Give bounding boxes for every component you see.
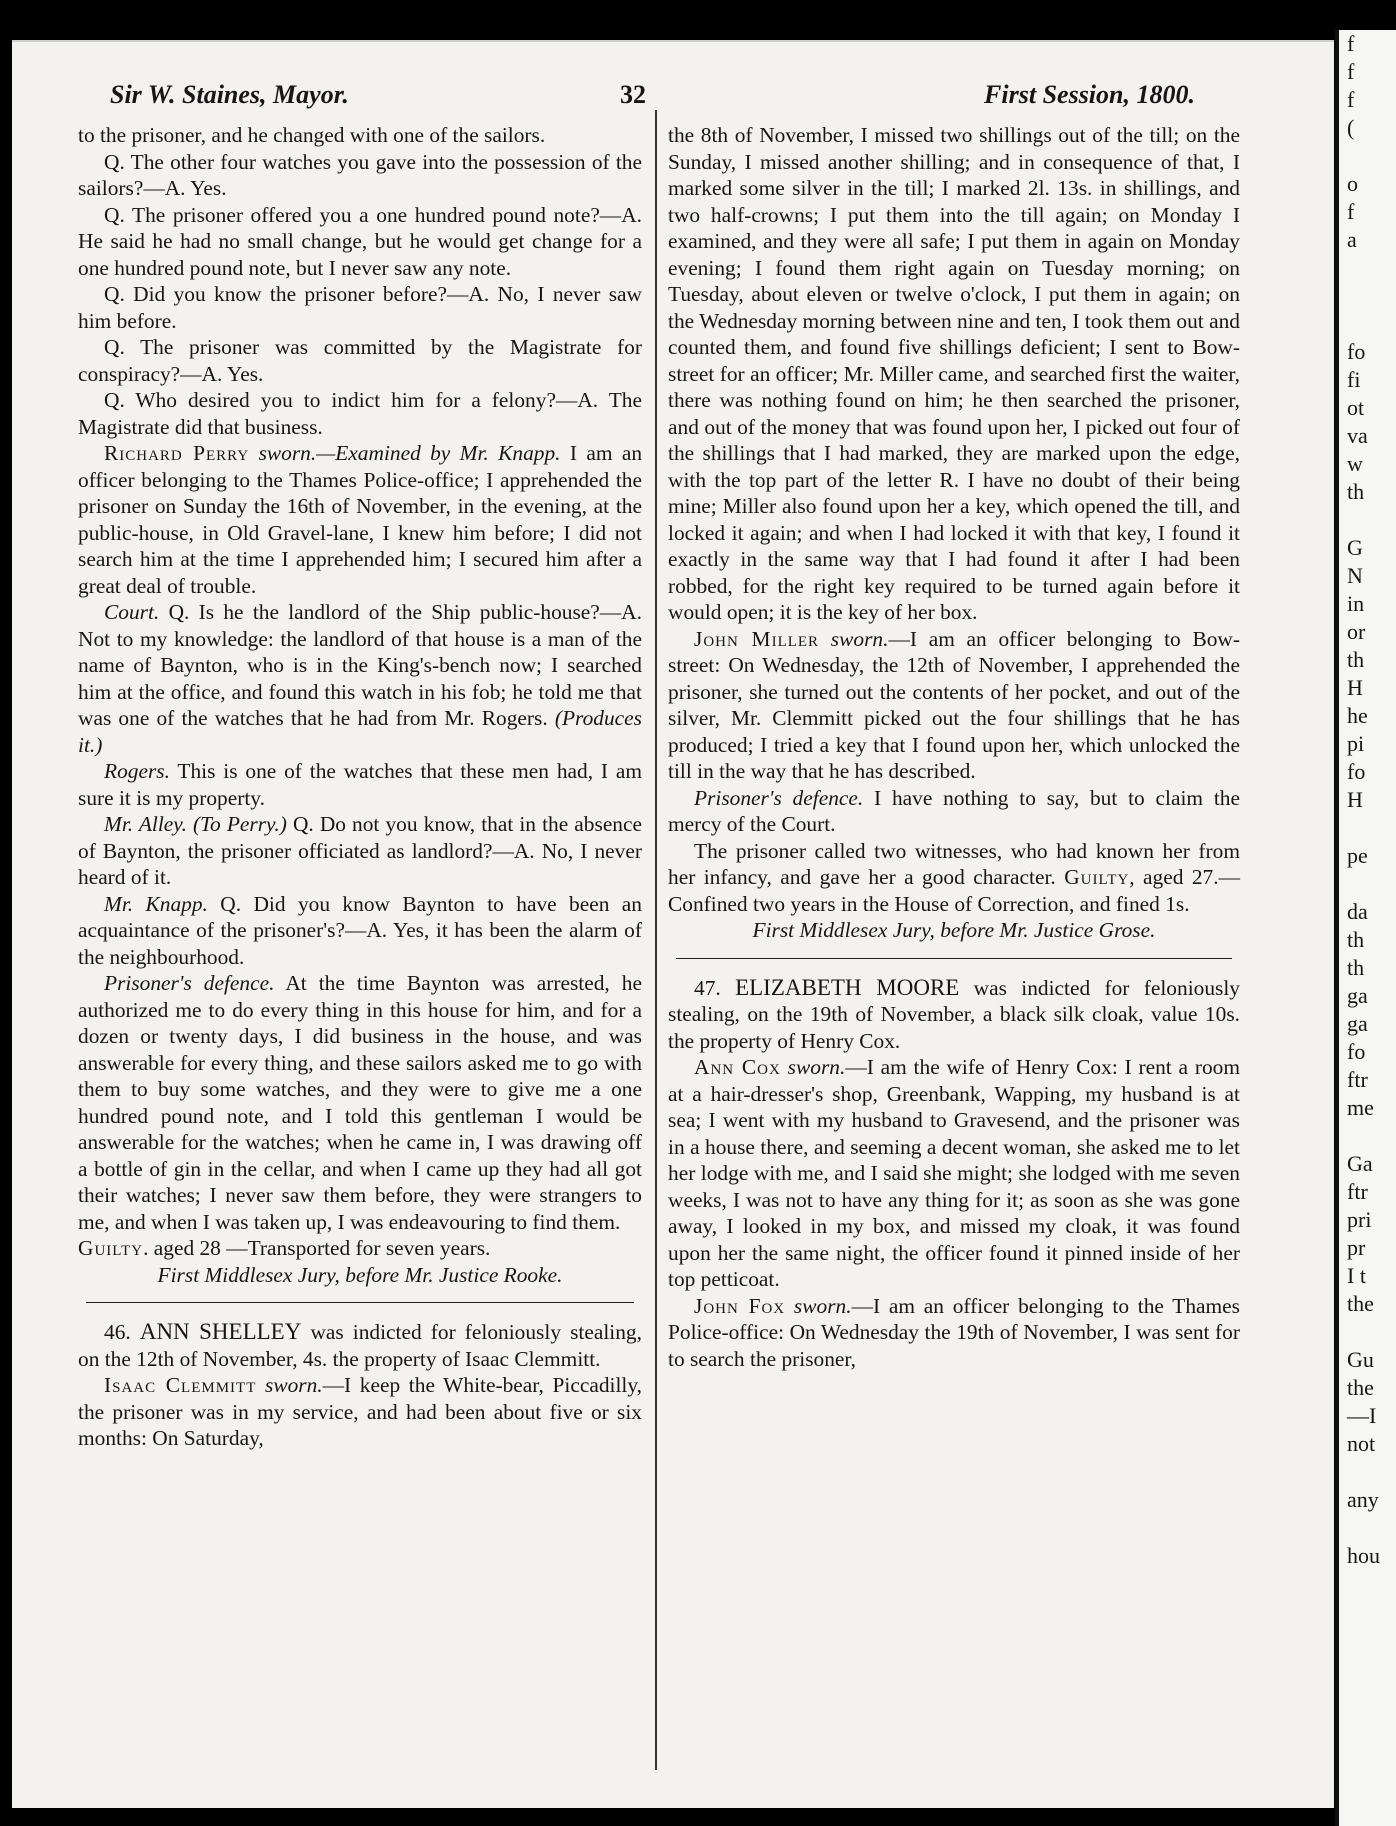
edge-fragment: ( — [1347, 115, 1355, 140]
paragraph — [78, 440, 642, 599]
edge-fragment — [1339, 1514, 1396, 1542]
testimony: —I am the wife of Henry Cox: I rent a room at a hair-dresser's shop, Greenbank, Wapping, my husband is at sea; I went with my husband to Gravesend, and the prisoner was in a house there, and seeming a decent woman, she asked me to let her lodge with me, and I said she might; she lodged with me seven weeks, I was not to have any thing for it; as soon as she was gone away, I looked in my box, and missed my cloak, it was found upon her the same night, the officer found it pinned inside of her top petticoat. — [668, 1055, 1240, 1291]
speaker: Mr. Knapp. — [104, 891, 208, 916]
paragraph: Q. Did you know the prisoner before?—A. No, I never saw him before. — [78, 282, 642, 333]
edge-fragment: G — [1347, 535, 1363, 560]
paragraph: to the prisoner, and he changed with one of the sailors. — [78, 123, 546, 147]
speaker: Mr. Alley. (To Perry.) — [104, 812, 287, 836]
edge-fragment: not — [1347, 1431, 1376, 1456]
paragraph: Q. The prisoner was committed by the Magistrate for conspiracy?—A. Yes. — [78, 335, 642, 386]
edge-fragment: Ga — [1347, 1151, 1373, 1176]
edge-fragment: f — [1347, 31, 1355, 56]
paragraph: Q. Who desired you to indict him for a felony?—A. The Magistrate did that business. — [78, 388, 642, 439]
edge-fragment: th — [1347, 955, 1365, 980]
edge-fragment: a — [1347, 227, 1357, 252]
edge-fragment: he — [1347, 703, 1368, 728]
edge-fragment: ga — [1347, 1011, 1368, 1036]
edge-fragment: f — [1347, 199, 1355, 224]
sentence: , aged 27.—Confined two years in the House of Correction, and fined 1s. — [668, 865, 1240, 916]
case-heading — [668, 975, 1240, 1055]
edge-fragment: hou — [1347, 1543, 1380, 1568]
paragraph — [668, 626, 1240, 785]
edge-fragment: the — [1347, 1291, 1374, 1316]
edge-fragment — [1339, 870, 1396, 898]
edge-fragment: any — [1347, 1487, 1379, 1512]
page-header — [90, 80, 1210, 120]
edge-fragment: th — [1347, 479, 1365, 504]
edge-fragment — [1339, 1122, 1396, 1150]
paragraph — [78, 811, 642, 891]
sworn-note: sworn. — [830, 626, 889, 651]
edge-fragment — [1339, 1458, 1396, 1486]
testimony: At the time Baynton was arrested, he authorized me to do every thing in this house for him, and for a dozen or twenty days, I did business in the house, and was answerable for every thing, and these sailors asked me to go with them to buy some watches, and they were to give me a one hundred pound note, and I told this gentleman I would be answerable for the watches; when he came in, I was drawing off a bottle of gin in the cellar, and when I came up they had all got their watches; I never saw them before, they were strangers to me, and when I was taken up, I was endeavouring to find them. — [78, 971, 642, 1234]
edge-fragment: th — [1347, 647, 1365, 672]
aside: (Produces it.) — [78, 706, 642, 757]
case-heading — [78, 1319, 642, 1372]
edge-fragment: or — [1347, 619, 1366, 644]
paragraph — [668, 1054, 1240, 1293]
verdict-word: Guilty — [78, 1236, 144, 1260]
paragraph — [668, 785, 1240, 838]
edge-fragment — [1339, 142, 1396, 170]
witness-name: Isaac Clemmitt — [104, 1373, 257, 1397]
edge-fragment — [1339, 1318, 1396, 1346]
speaker: Rogers. — [104, 759, 170, 783]
edge-fragment: in — [1347, 591, 1365, 616]
testimony: Q. Is he the landlord of the Ship public-house?—A. Not to my knowledge: the landlord of that house is a man of the name of Baynton, who is in the King's-bench now; I searched him at the office, and found this watch in his fob; he told me that was one of the watches that he had from Mr. Rogers. — [78, 600, 642, 730]
sworn-note: sworn. — [265, 1373, 323, 1397]
edge-fragment: Gu — [1347, 1347, 1374, 1372]
page-number: 32 — [620, 80, 646, 109]
jury-line: First Middlesex Jury, before Mr. Justice Grose. — [752, 918, 1156, 942]
defence-label: Prisoner's defence. — [104, 971, 275, 995]
edge-fragment: w — [1347, 451, 1363, 476]
testimony: I have nothing to say, but to claim the mercy of the Court. — [668, 785, 1240, 836]
testimony: —I keep the White-bear, Piccadilly, the prisoner was in my service, and had been about five or six months: On Saturday, — [78, 1373, 642, 1450]
edge-fragment: ga — [1347, 983, 1368, 1008]
case-separator — [676, 958, 1232, 959]
witness-name: Ann Cox — [694, 1055, 781, 1079]
paragraph: Q. The prisoner offered you a one hundred pound note?—A. He said he had no small change, but he would get change for a one hundred pound note, but I never saw any note. — [78, 202, 642, 280]
edge-fragment: ftr — [1347, 1179, 1368, 1204]
edge-fragment: fi — [1347, 367, 1361, 392]
paragraph — [78, 1372, 642, 1452]
witness-name: John Fox — [694, 1293, 786, 1318]
edge-fragment — [1339, 310, 1396, 338]
next-page-edge — [1335, 30, 1396, 1826]
testimony: Q. Did you know Baynton to have been an acquaintance of the prisoner's?—A. Yes, it has been the alarm of the neighbourhood. — [78, 891, 642, 969]
testimony: This is one of the watches that these men had, I am sure it is my property. — [78, 759, 642, 810]
header-left: Sir W. Staines, Mayor. — [110, 80, 349, 109]
jury-line: First Middlesex Jury, before Mr. Justice Rooke. — [157, 1262, 563, 1287]
edge-fragment: ftr — [1347, 1067, 1368, 1092]
paragraph: the 8th of November, I missed two shillings out of the till; on the Sunday, I missed another shilling; and in consequence of that, I marked some silver in the till; I marked 2l. 13s. in shillings, and two half-crowns; I put them into the till again; on Monday I examined, and they were all safe; I put them in again on Monday evening; I found them right again on Tuesday morning; on Tuesday, about eleven or twelve o'clock, I put them in again; on the Wednesday morning between nine and ten, I took them out and counted them, and found five shillings deficient; I sent to Bow-street for an officer; Mr. Miller came, and searched first the waiter, there was nothing found on him; he then searched the prisoner, and out of the money that was found upon her, I picked out four of the shillings that I had marked, they are marked upon the edge, with the top part of the letter R. I have no doubt of their being mine; Miller also found upon her a key, which opened the till, and locked it again; and when I had locked it with that key, I found it exactly in the same way that I had found it after I had been robbed, for the right key required to be turned again before it would open; it is the key of her box. — [668, 123, 1240, 624]
testimony: Q. Do not you know, that in the absence of Baynton, the prisoner officiated as landlord?—A. No, I never heard of it. — [78, 812, 642, 889]
testimony: —I am an officer belonging to Bow-street: On Wednesday, the 12th of November, I apprehended the prisoner, she turned out the contents of her pocket, and out of the silver, Mr. Clemmitt picked out the four shillings that he has produced; I tried a key that I found upon her, which unlocked the till in the way that he has described. — [668, 626, 1240, 783]
sentence: . aged 28 —Transported for seven years. — [143, 1236, 491, 1260]
edge-fragment: H — [1347, 675, 1363, 700]
edge-fragment: va — [1347, 423, 1368, 448]
verdict — [78, 1235, 642, 1262]
indictment: was indicted for feloniously stealing, on the 12th of November, 4s. the property of Isaac Clemmitt. — [78, 1320, 642, 1371]
header-right: First Session, 1800. — [984, 80, 1195, 109]
edge-fragment — [1339, 254, 1396, 282]
edge-fragment: th — [1347, 927, 1365, 952]
verdict-word: Guilty — [1064, 865, 1130, 889]
edge-fragment: f — [1347, 59, 1355, 84]
edge-fragment: the — [1347, 1375, 1374, 1400]
paragraph — [668, 1293, 1240, 1373]
edge-fragment — [1339, 814, 1396, 842]
right-column — [668, 122, 1240, 1372]
testimony: I am an officer belonging to the Thames Police-office; I apprehended the prisoner on Sunday the 16th of November, in the evening, at the public-house, in Old Gravel-lane, I knew him before; I did not search him at the time I apprehended him; I secured him after a great deal of trouble. — [78, 441, 643, 598]
testimony: The prisoner called two witnesses, who had known her from her infancy, and gave her a good character. — [668, 838, 1240, 889]
case-number: 47. — [694, 975, 721, 1000]
edge-fragment: fo — [1347, 1039, 1366, 1064]
testimony: —I am an officer belonging to the Thames Police-office: On Wednesday the 19th of November, I was sent for to search the prisoner, — [668, 1293, 1240, 1371]
edge-fragment — [1339, 506, 1396, 534]
edge-fragment — [1339, 282, 1396, 310]
case-separator — [86, 1302, 634, 1303]
edge-fragment: f — [1347, 87, 1355, 112]
left-column — [78, 122, 642, 1452]
defendant-name: ELIZABETH MOORE — [735, 974, 960, 1000]
defence-label: Prisoner's defence. — [694, 785, 864, 810]
edge-fragment: me — [1347, 1095, 1374, 1120]
edge-fragment: H — [1347, 787, 1363, 812]
witness-name: John Miller — [694, 626, 820, 651]
edge-fragment: —I — [1347, 1403, 1377, 1428]
paragraph — [78, 891, 642, 971]
defendant-name: ANN SHELLEY — [139, 1319, 302, 1344]
edge-fragment: I t — [1347, 1263, 1366, 1288]
edge-fragment: pri — [1347, 1207, 1372, 1232]
edge-fragment: da — [1347, 899, 1368, 924]
edge-fragment: o — [1347, 171, 1358, 196]
paragraph — [78, 970, 642, 1235]
speaker: Court. — [104, 600, 160, 624]
indictment: was indicted for feloniously stealing, on the 19th of November, a black silk cloak, value 10s. the property of Henry Cox. — [668, 975, 1240, 1053]
paragraph — [668, 838, 1240, 918]
edge-fragment: pe — [1347, 843, 1368, 868]
edge-fragment: fo — [1347, 759, 1366, 784]
paragraph: Q. The other four watches you gave into the possession of the sailors?—A. Yes. — [78, 149, 642, 200]
column-divider — [655, 110, 657, 1770]
edge-fragment: pr — [1347, 1235, 1366, 1260]
paragraph — [78, 758, 642, 811]
sworn-note: sworn. — [787, 1055, 846, 1079]
edge-fragment: pi — [1347, 731, 1365, 756]
edge-fragment: ot — [1347, 395, 1365, 420]
paragraph — [78, 599, 642, 758]
case-number: 46. — [104, 1320, 131, 1344]
edge-fragment: fo — [1347, 339, 1366, 364]
sworn-note: sworn.—Examined by Mr. Knapp. — [258, 441, 561, 465]
witness-name: Richard Perry — [104, 441, 250, 465]
edge-fragment: N — [1347, 563, 1363, 588]
sworn-note: sworn. — [793, 1293, 852, 1318]
